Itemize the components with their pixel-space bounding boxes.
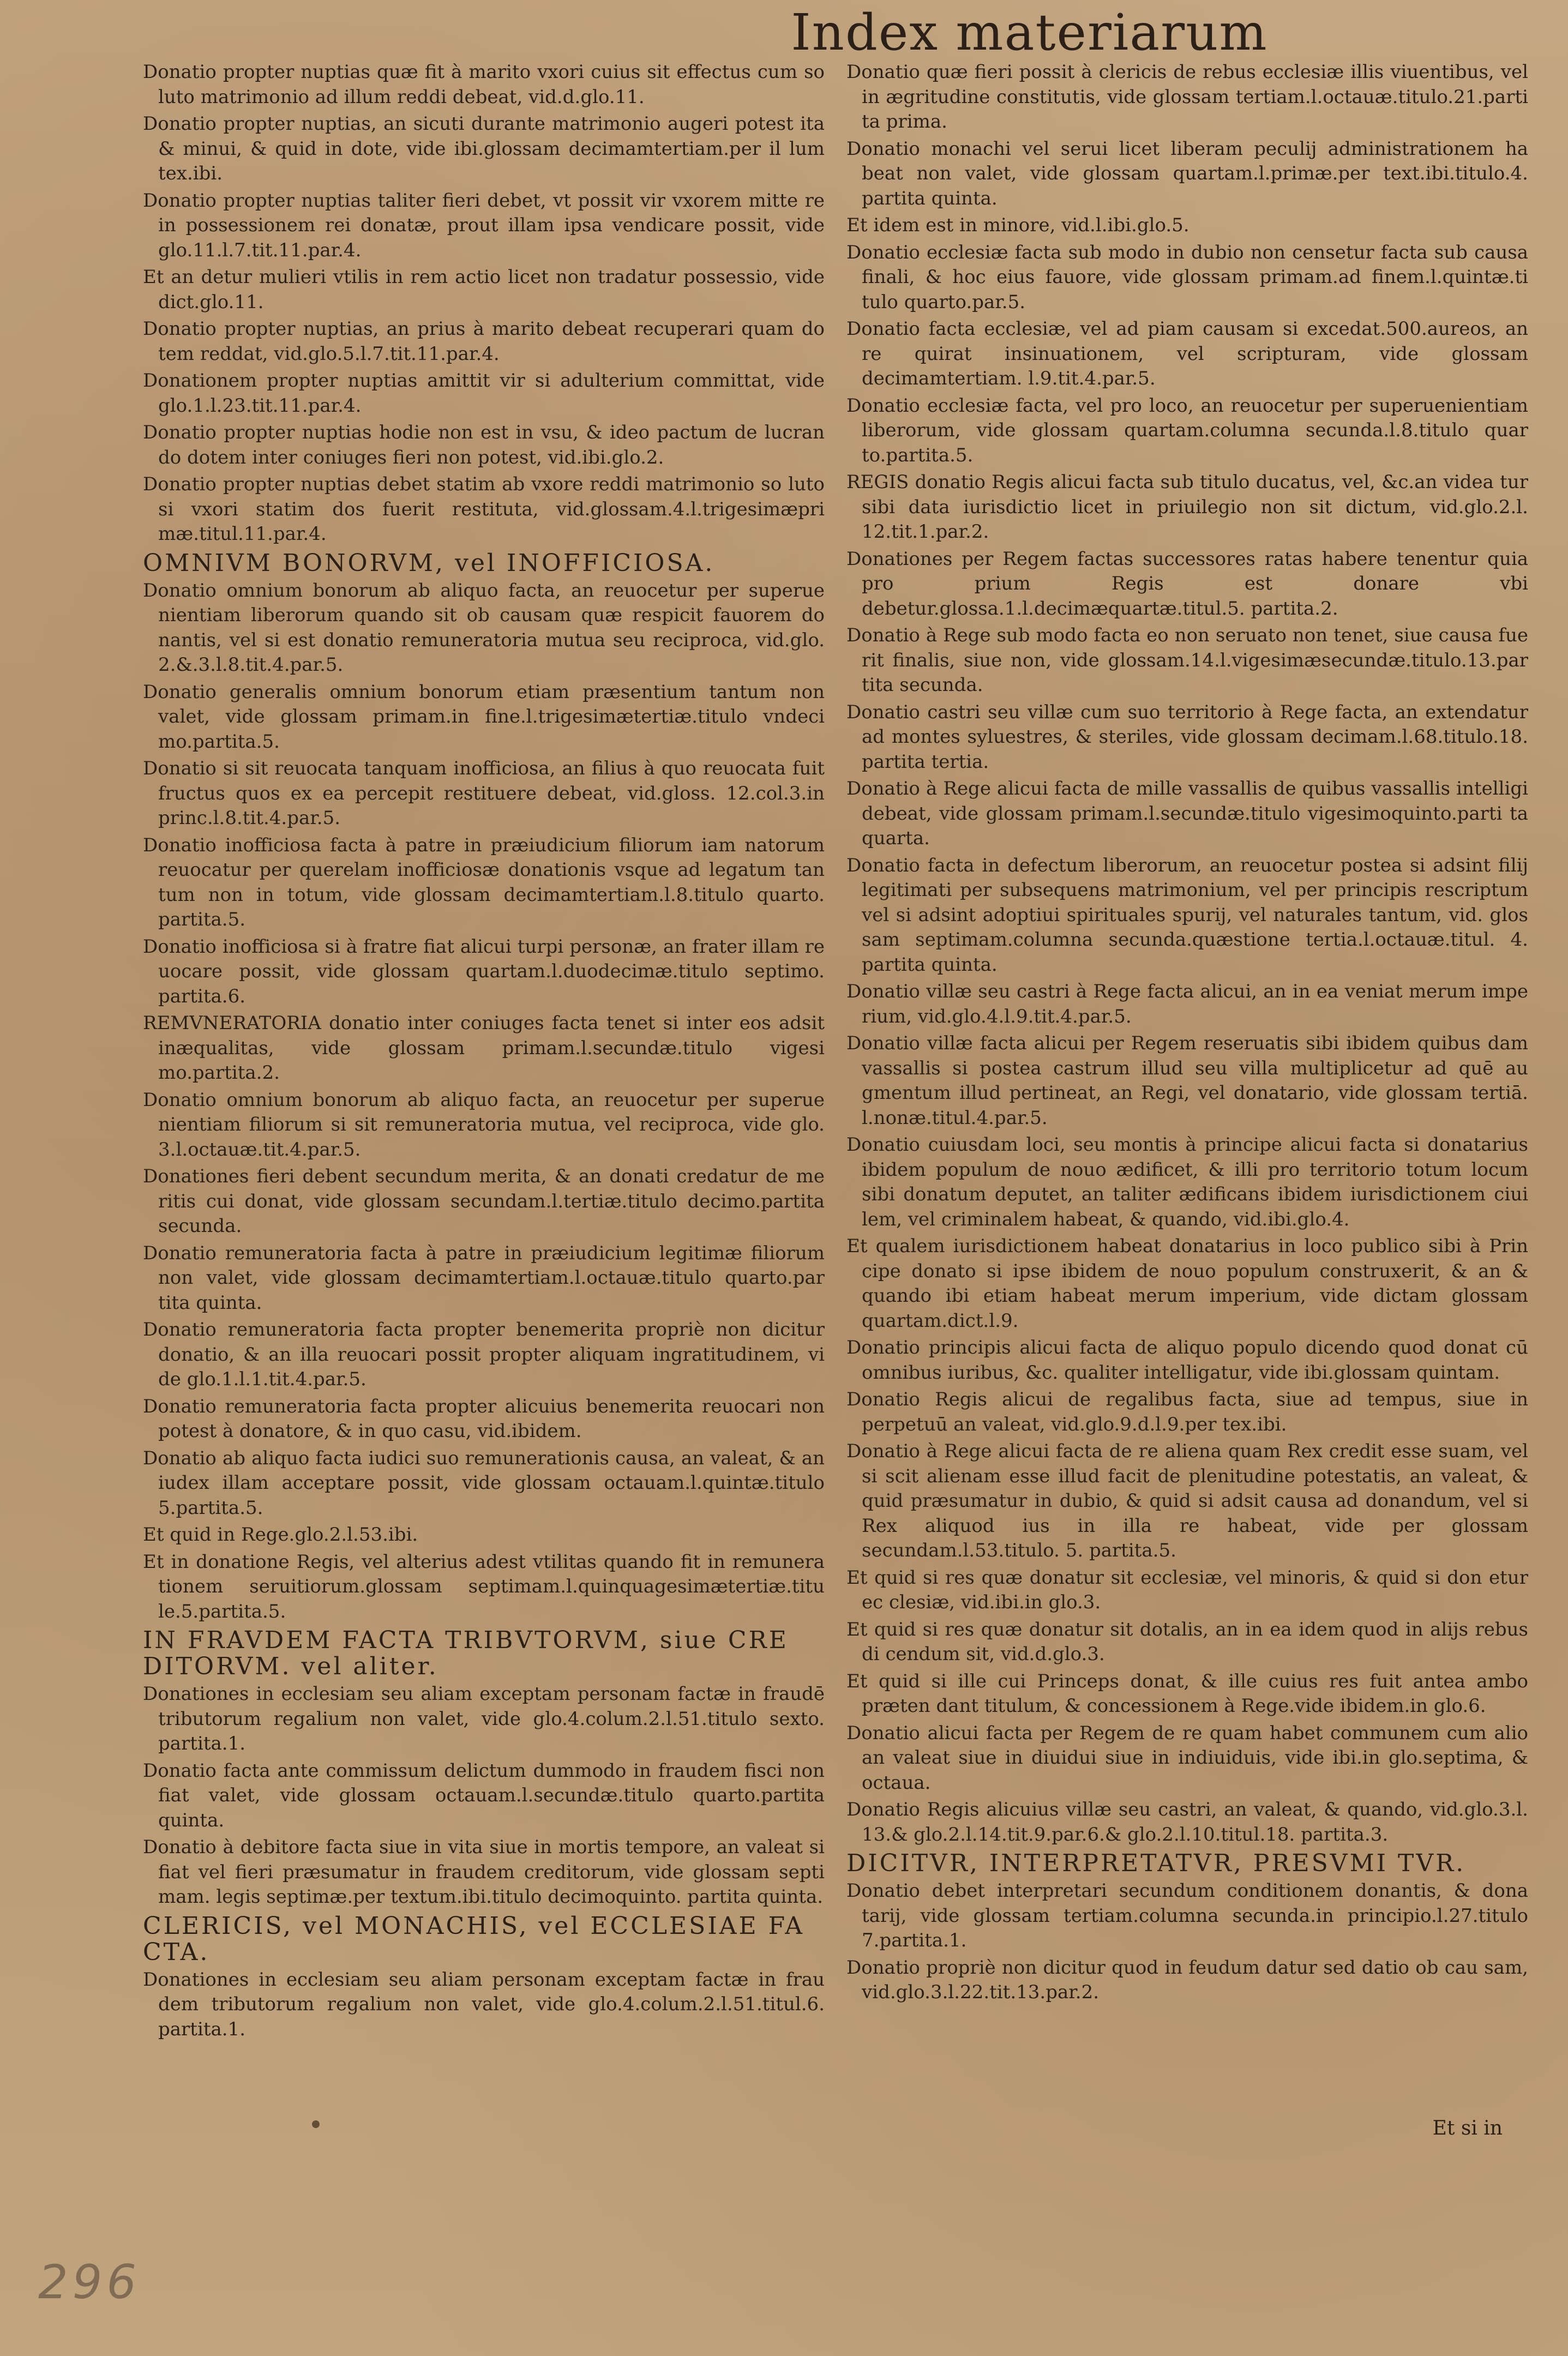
index-entry: Donatio à Rege alicui facta de mille vassallis de quibus vassallis intelligi debeat, vide glossam primam.l.secundæ.titulo vigesimoquinto.parti ta quarta. bbox=[846, 778, 1528, 849]
right-column bbox=[846, 60, 1528, 2008]
index-entry: Et quid si res quæ donatur sit dotalis, an in ea idem quod in alijs rebus di cendum sit, vid.d.glo.3. bbox=[846, 1618, 1528, 1665]
left-column bbox=[143, 60, 825, 2044]
index-entry: Donatio ecclesiæ facta, vel pro loco, an reuocetur per superuenientiam liberorum, vide glossam quartam.columna secunda.l.8.titulo quar to.partita.5. bbox=[846, 394, 1528, 466]
index-entry: Donatio ecclesiæ facta sub modo in dubio non censetur facta sub causa finali, & hoc eius fauore, vide glossam primam.ad finem.l.quintæ.ti tulo quarto.par.5. bbox=[846, 241, 1528, 313]
index-entry: Donatio villæ facta alicui per Regem reseruatis sibi ibidem quibus dam vassallis si postea castrum illud seu villa multiplicetur ad quē au gmentum illud pertineat, an Regi, vel donatario, vide glossam tertiā. l.nonæ.titul.4.par.5. bbox=[846, 1032, 1528, 1129]
index-entry: Donatio ab aliquo facta iudici suo remunerationis causa, an valeat, & an iudex illam acceptare possit, vide glossam octauam.l.quintæ.titulo 5.partita.5. bbox=[143, 1447, 825, 1519]
index-entry: Donatio à debitore facta siue in vita siue in mortis tempore, an valeat si fiat vel fieri præsumatur in fraudem creditorum, vide glossam septi mam. legis septimæ.per textum.ibi.titulo decimoquinto. partita quinta. bbox=[143, 1836, 825, 1908]
index-entry: Donatio principis alicui facta de aliquo populo dicendo quod donat cū omnibus iuribus, &c. qualiter intelligatur, vide ibi.glossam quintam. bbox=[846, 1337, 1528, 1384]
index-entry: Donatio omnium bonorum ab aliquo facta, an reuocetur per superue nientiam liberorum quando sit ob causam quæ respicit fauorem do nantis, vel si est donatio remuneratoria mutua seu reciproca, vid.glo. 2.&.3.l.8.tit.4.par.5. bbox=[143, 579, 825, 676]
index-heading: CLERICIS, vel MONACHIS, vel ECCLESIAE FA CTA. bbox=[143, 1912, 805, 1966]
index-entry: Donatio propriè non dicitur quod in feudum datur sed datio ob cau sam, vid.glo.3.l.22.tit.13.par.2. bbox=[846, 1956, 1528, 2003]
index-entry: Donatio remuneratoria facta à patre in præiudicium legitimæ filiorum non valet, vide glossam decimamtertiam.l.octauæ.titulo quarto.par tita quinta. bbox=[143, 1242, 825, 1314]
index-entry: Donatio debet interpretari secundum conditionem donantis, & dona tarij, vide glossam tertiam.columna secunda.in principio.l.27.titulo 7.partita.1. bbox=[846, 1880, 1528, 1951]
index-entry: Donatio alicui facta per Regem de re quam habet communem cum alio an valeat siue in diuidui siue in indiuiduis, vide ibi.in glo.septima, & octaua. bbox=[846, 1722, 1528, 1794]
index-entry: Donatio si sit reuocata tanquam inofficiosa, an filius à quo reuocata fuit fructus quos ex ea percepit restituere debeat, vid.gloss. 12.col.3.in princ.l.8.tit.4.par.5. bbox=[143, 758, 825, 829]
index-entry: Donatio remuneratoria facta propter alicuius benemerita reuocari non potest à donatore, & in quo casu, vid.ibidem. bbox=[143, 1395, 825, 1442]
index-entry: Donatio omnium bonorum ab aliquo facta, an reuocetur per superue nientiam filiorum si sit remuneratoria mutua, vel reciproca, vide glo. 3.l.octauæ.tit.4.par.5. bbox=[143, 1089, 825, 1161]
index-entry: Donationem propter nuptias amittit vir si adulterium committat, vide glo.1.l.23.tit.11.par.4. bbox=[143, 370, 825, 417]
index-entry: Et an detur mulieri vtilis in rem actio licet non tradatur possessio, vide dict.glo.11. bbox=[143, 266, 825, 313]
index-entry: Donatio propter nuptias taliter fieri debet, vt possit vir vxorem mitte re in possessionem rei donatæ, prout illam ipsa vendicare possit, vide glo.11.l.7.tit.11.par.4. bbox=[143, 189, 825, 261]
index-entry: Donatio facta ante commissum delictum dummodo in fraudem fisci non fiat valet, vide glossam octauam.l.secundæ.titulo quarto.partita quinta. bbox=[143, 1759, 825, 1831]
ink-speck bbox=[312, 2120, 320, 2128]
index-entry: Donatio propter nuptias, an sicuti durante matrimonio augeri potest ita & minui, & quid in dote, vide ibi.glossam decimamtertiam.per il lum tex.ibi. bbox=[143, 113, 825, 184]
index-entry: REGIS donatio Regis alicui facta sub titulo ducatus, vel, &c.an videa tur sibi data iurisdictio licet in priuilegio non sit dictum, vid.glo.2.l. 12.tit.1.par.2. bbox=[846, 471, 1528, 543]
index-entry: Donationes fieri debent secundum merita, & an donati credatur de me ritis cui donat, vide glossam secundam.l.tertiæ.titulo decimo.partita secunda. bbox=[143, 1165, 825, 1237]
index-entry: Donatio propter nuptias hodie non est in vsu, & ideo pactum de lucran do dotem inter coniuges fieri non potest, vid.ibi.glo.2. bbox=[143, 422, 825, 468]
index-entry: Et idem est in minore, vid.l.ibi.glo.5. bbox=[846, 214, 1189, 236]
index-entry: Donationes per Regem factas successores ratas habere tenentur quia pro prium Regis est donare vbi debetur.glossa.1.l.decimæquartæ.titul.5. partita.2. bbox=[846, 548, 1528, 620]
index-heading: IN FRAVDEM FACTA TRIBVTORVM, siue CRE DITORVM. vel aliter. bbox=[143, 1626, 789, 1680]
index-entry: Et in donatione Regis, vel alterius adest vtilitas quando fit in remunera tionem seruitiorum.glossam septimam.l.quinquagesimætertiæ.titu le.5.partita.5. bbox=[143, 1550, 825, 1622]
folio-number: 296 bbox=[38, 2255, 141, 2310]
index-entry: Donatio propter nuptias, an prius à marito debeat recuperari quam do tem reddat, vid.glo.5.l.7.tit.11.par.4. bbox=[143, 318, 825, 365]
index-entry: Et quid si res quæ donatur sit ecclesiæ, vel minoris, & quid si don etur ec clesiæ, vid.ibi.in glo.3. bbox=[846, 1566, 1528, 1613]
index-entry: Donatio à Rege sub modo facta eo non seruato non tenet, siue causa fue rit finalis, siue non, vide glossam.14.l.vigesimæsecundæ.titulo.13.par tita secunda. bbox=[846, 624, 1528, 696]
index-entry: Donatio remuneratoria facta propter benemerita propriè non dicitur donatio, & an illa reuocari possit propter aliquam ingratitudinem, vi de glo.1.l.1.tit.4.par.5. bbox=[143, 1319, 825, 1390]
catchword: Et si in bbox=[1432, 2117, 1503, 2139]
index-heading: DICITVR, INTERPRETATVR, PRESVMI TVR. bbox=[846, 1849, 1466, 1877]
index-entry: Donatio facta ecclesiæ, vel ad piam causam si excedat.500.aureos, an re quirat insinuationem, vel scripturam, vide glossam decimamtertiam. l.9.tit.4.par.5. bbox=[846, 318, 1528, 389]
index-heading: OMNIVM BONORVM, vel INOFFICIOSA. bbox=[143, 549, 715, 577]
index-entry: Donatio facta in defectum liberorum, an reuocetur postea si adsint filij legitimati per subsequens matrimonium, vel per principis rescriptum vel si adsint adoptiui spirituales spurij, vel naturales tantum, vid. glos sam septimam.columna secunda.quæstione tertia.l.octauæ.titul. 4. partita quinta. bbox=[846, 854, 1528, 976]
index-entry: Donatio inofficiosa si à fratre fiat alicui turpi personæ, an frater illam re uocare possit, vide glossam quartam.l.duodecimæ.titulo septimo. partita.6. bbox=[143, 935, 825, 1007]
page-title: Index materiarum bbox=[791, 3, 1268, 62]
index-entry: Et quid si ille cui Princeps donat, & ille cuius res fuit antea ambo præten dant titulum, & concessionem à Rege.vide ibidem.in glo.6. bbox=[846, 1670, 1528, 1717]
index-entry: Et qualem iurisdictionem habeat donatarius in loco publico sibi à Prin cipe donato si ipse ibidem de nouo populum construxerit, & an & quando ibi etiam habeat merum imperium, vide dictam glossam quartam.dict.l.9. bbox=[846, 1235, 1528, 1332]
index-entry: Donatio propter nuptias debet statim ab vxore reddi matrimonio so luto si vxori statim dos fuerit restituta, vid.glossam.4.l.trigesimæpri mæ.titul.11.par.4. bbox=[143, 473, 825, 545]
index-entry: Donatio Regis alicui de regalibus facta, siue ad tempus, siue in perpetuū an valeat, vid.glo.9.d.l.9.per tex.ibi. bbox=[846, 1389, 1528, 1435]
index-entry: Donatio monachi vel serui licet liberam peculij administrationem ha beat non valet, vide glossam quartam.l.primæ.per text.ibi.titulo.4. partita quinta. bbox=[846, 137, 1528, 209]
index-entry: Et quid in Rege.glo.2.l.53.ibi. bbox=[143, 1524, 418, 1546]
index-entry: Donatio castri seu villæ cum suo territorio à Rege facta, an extendatur ad montes syluestres, & steriles, vide glossam decimam.l.68.titulo.18. partita tertia. bbox=[846, 701, 1528, 773]
index-entry: REMVNERATORIA donatio inter coniuges facta tenet si inter eos adsit inæqualitas, vide glossam primam.l.secundæ.titulo vigesi mo.partita.2. bbox=[143, 1012, 825, 1084]
index-entry: Donationes in ecclesiam seu aliam exceptam personam factæ in fraudē tributorum regalium non valet, vide glo.4.colum.2.l.51.titulo sexto. partita.1. bbox=[143, 1683, 825, 1754]
index-entry: Donatio inofficiosa facta à patre in præiudicium filiorum iam natorum reuocatur per querelam inofficiosæ donationis vsque ad legatum tan tum non in totum, vide glossam decimamtertiam.l.8.titulo quarto. partita.5. bbox=[143, 834, 825, 930]
index-entry: Donatio villæ seu castri à Rege facta alicui, an in ea veniat merum impe rium, vid.glo.4.l.9.tit.4.par.5. bbox=[846, 981, 1528, 1027]
index-entry: Donatio Regis alicuius villæ seu castri, an valeat, & quando, vid.glo.3.l. 13.& glo.2.l.14.tit.9.par.6.& glo.2.l.10.titul.18. partita.3. bbox=[846, 1799, 1528, 1846]
index-entry: Donationes in ecclesiam seu aliam personam exceptam factæ in frau dem tributorum regalium non valet, vide glo.4.colum.2.l.51.titul.6. partita.1. bbox=[143, 1968, 825, 2040]
index-entry: Donatio generalis omnium bonorum etiam præsentium tantum non valet, vide glossam primam.in fine.l.trigesimætertiæ.titulo vndeci mo.partita.5. bbox=[143, 681, 825, 753]
index-entry: Donatio cuiusdam loci, seu montis à principe alicui facta si donatarius ibidem populum de nouo ædificet, & illi pro territorio totum locum sibi donatum deputet, an taliter ædificans ibidem iurisdictionem ciui lem, vel criminalem habeat, & quando, vid.ibi.glo.4. bbox=[846, 1134, 1528, 1230]
index-entry: Donatio quæ fieri possit à clericis de rebus ecclesiæ illis viuentibus, vel in ægritudine constitutis, vide glossam tertiam.l.octauæ.titulo.21.parti ta prima. bbox=[846, 61, 1528, 133]
index-entry: Donatio à Rege alicui facta de re aliena quam Rex credit esse suam, vel si scit alienam esse illud facit de plenitudine potestatis, an valeat, & quid præsumatur in dubio, & quid si adsit causa ad donandum, vel si Rex aliquod ius in illa re habeat, vide per glossam secundam.l.53.titulo. 5. partita.5. bbox=[846, 1440, 1528, 1561]
index-entry: Donatio propter nuptias quæ fit à marito vxori cuius sit effectus cum so luto matrimonio ad illum reddi debeat, vid.d.glo.11. bbox=[143, 61, 825, 108]
